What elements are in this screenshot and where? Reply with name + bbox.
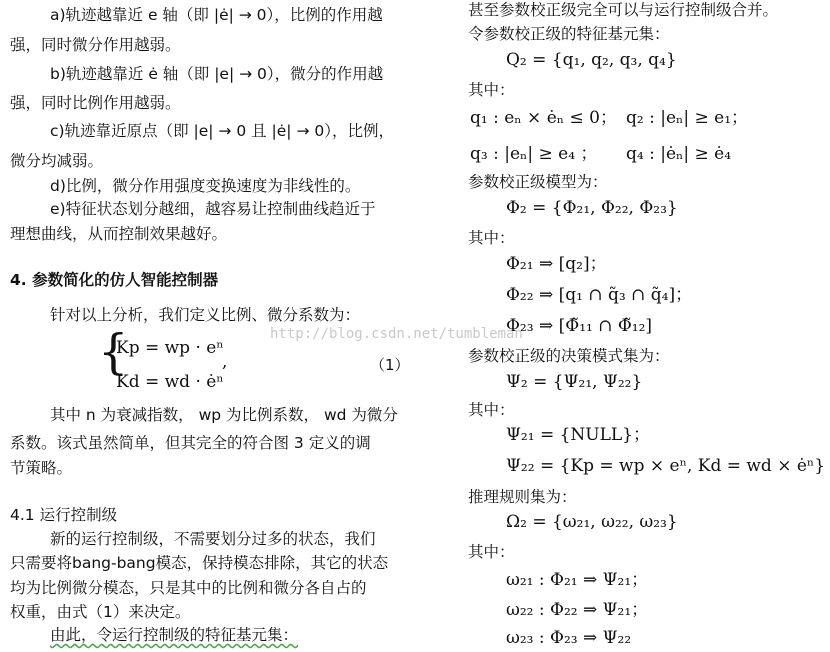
q3-definition: q₃ : |eₙ| ≥ e₄ ； (470, 144, 598, 164)
where-label-1: 其中： (468, 81, 515, 99)
item-c-line2: 微分均减弱。 (10, 152, 104, 170)
psi22-equation: Ψ₂₂ = {Kp = wp × eⁿ, Kd = wd × ėⁿ} (506, 456, 826, 476)
rules-label: 推理规则集为： (468, 488, 577, 506)
subsection-4-1-heading: 4.1 运行控制级 (10, 506, 118, 524)
eq1-comma: , (222, 352, 228, 372)
q-set-equation: Q₂ = {q₁, q₂, q₃, q₄} (506, 50, 677, 70)
q2-definition: q₂ : |eₙ| ≥ e₁； (626, 108, 749, 128)
psi21-equation: Ψ₂₁ = {NULL}； (506, 425, 651, 445)
para1: 针对以上分析，我们定义比例、微分系数为： (50, 306, 361, 324)
decision-label: 参数校正级的决策模式集为： (468, 347, 670, 365)
section-4-heading: 4. 参数简化的仿人智能控制器 (10, 271, 219, 289)
where-label-4: 其中： (468, 543, 515, 561)
omega22-rule: ω₂₂ : Φ₂₂ ⇒ Ψ₂₁； (506, 600, 649, 620)
phi21-equation: Φ₂₁ ⇒ [q₂]； (506, 254, 607, 274)
watermark-text: http://blog.csdn.net/tumbleman (270, 326, 523, 342)
model-label: 参数校正级模型为： (468, 173, 608, 191)
eq1-line1: Kp = wp · eⁿ (116, 338, 224, 358)
para2-line3: 节策略。 (10, 459, 73, 477)
q1-definition: q₁ : eₙ × ėₙ ≤ 0； (470, 108, 617, 128)
item-e-line2: 理想曲线，从而控制效果越好。 (10, 225, 228, 243)
right-line1: 令参数校正级的特征基元集： (468, 25, 670, 43)
para2-line1: 其中 n 为衰减指数， wp 为比例系数， wd 为微分 (50, 406, 398, 424)
where-label-3: 其中： (468, 401, 515, 419)
item-b-line1: b)轨迹越靠近 ė 轴（即 |e| → 0），微分的作用越 (50, 65, 384, 83)
omega23-rule: ω₂₃ : Φ₂₃ ⇒ Ψ₂₂ (506, 628, 632, 648)
item-e-line1: e)特征状态划分越细，越容易让控制曲线趋近于 (50, 200, 376, 218)
para3-line4: 权重，由式（1）来决定。 (10, 603, 191, 621)
item-d-line1: d)比例，微分作用强度变换速度为非线性的。 (50, 177, 361, 195)
q4-definition: q₄ : |ėₙ| ≥ ė₄ (626, 144, 732, 164)
phi-set-equation: Φ₂ = {Φ₂₁, Φ₂₂, Φ₂₃} (506, 198, 678, 218)
phi22-equation: Φ₂₂ ⇒ [q₁ ∩ q̃₃ ∩ q̃₄]； (506, 285, 693, 305)
omega-set-equation: Ω₂ = {ω₂₁, ω₂₂, ω₂₃} (506, 512, 678, 532)
para4: 由此，令运行控制级的特征基元集： (50, 626, 299, 644)
phi23-equation: Φ₂₃ ⇒ [Φ̃₁₁ ∩ Φ̃₁₂] (506, 316, 653, 336)
eq1-line2: Kd = wd · ėⁿ (116, 372, 224, 392)
para3-line1: 新的运行控制级，不需要划分过多的状态，我们 (50, 530, 376, 548)
para3-line3: 均为比例微分模态，只是其中的比例和微分各自占的 (10, 579, 367, 597)
right-line0: 甚至参数校正级完全可以与运行控制级合并。 (468, 1, 779, 19)
para2-line2: 系数。该式虽然简单，但其完全的符合图 3 定义的调 (10, 434, 371, 452)
para3-line2: 只需要将bang-bang模态，保持模态排除，其它的状态 (10, 554, 389, 572)
equation-number: （1） (370, 356, 410, 374)
psi-set-equation: Ψ₂ = {Ψ₂₁, Ψ₂₂} (506, 372, 643, 392)
where-label-2: 其中： (468, 229, 515, 247)
omega21-rule: ω₂₁ : Φ₂₁ ⇒ Ψ₂₁； (506, 570, 649, 590)
item-a-line2: 强，同时微分作用越弱。 (10, 36, 181, 54)
equation-brace: { (98, 324, 129, 380)
item-c-line1: c)轨迹靠近原点（即 |e| → 0 且 |ė| → 0），比例， (50, 122, 394, 140)
item-b-line2: 强，同时比例作用越弱。 (10, 94, 181, 112)
item-a-line1: a)轨迹越靠近 e 轴（即 |ė| → 0），比例的作用越 (50, 6, 383, 24)
